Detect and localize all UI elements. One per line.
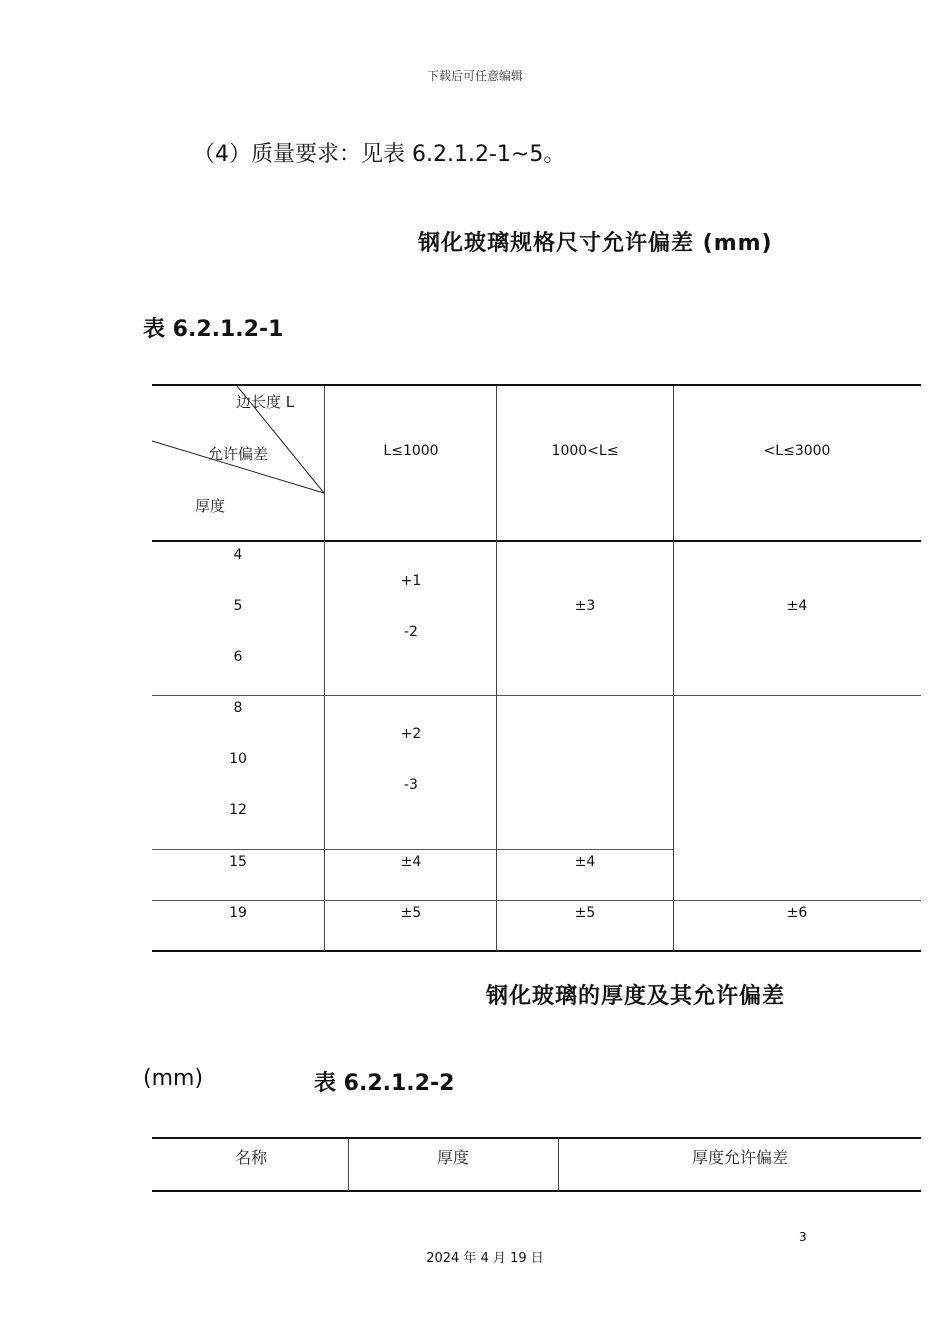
table1-row-divider xyxy=(152,849,673,850)
table1-row-divider xyxy=(152,695,921,696)
tolerance-value: ±3 xyxy=(574,598,596,614)
table1-label: 表 6.2.1.2-1 xyxy=(143,317,284,342)
tolerance-value: ±6 xyxy=(786,905,808,921)
table-row-thickness xyxy=(234,530,243,683)
tolerance-cell xyxy=(401,556,422,658)
tolerance-value: +2 xyxy=(400,726,422,742)
thickness-value: 12 xyxy=(229,802,247,818)
col-header-1000-lt: 1000<L≤ xyxy=(551,443,619,459)
tolerance-value: ±4 xyxy=(400,854,422,870)
table2-header-border xyxy=(152,1190,921,1192)
thickness-value: 15 xyxy=(229,854,247,870)
table1-col-divider xyxy=(496,386,497,951)
tolerance-value: ±5 xyxy=(574,905,596,921)
table1-bottom-border xyxy=(152,950,921,952)
thickness-value: 10 xyxy=(229,751,247,767)
table2-top-border xyxy=(152,1137,921,1139)
col-header-le-1000: L≤1000 xyxy=(383,443,439,459)
footer-date: 2024 年 4 月 19 日 xyxy=(426,1251,544,1266)
table2-unit: (mm) xyxy=(143,1066,204,1091)
thickness-value: 4 xyxy=(233,547,243,563)
thickness-value: 8 xyxy=(233,700,243,716)
table1-row-divider xyxy=(152,900,921,901)
corner-edge-length-label: 边长度 L xyxy=(236,393,295,411)
table1-col-divider xyxy=(673,386,674,951)
tolerance-value: ±4 xyxy=(574,854,596,870)
col-header-thickness-tolerance: 厚度允许偏差 xyxy=(691,1148,789,1167)
table-row-thickness xyxy=(229,683,247,836)
quality-requirement-paragraph: （4）质量要求：见表 6.2.1.2-1~5。 xyxy=(193,142,566,167)
table2-title: 钢化玻璃的厚度及其允许偏差 xyxy=(486,984,786,1009)
col-header-name: 名称 xyxy=(234,1148,268,1167)
thickness-value: 19 xyxy=(229,905,247,921)
page-header: 下载后可任意编辑 xyxy=(426,69,523,83)
thickness-value: 6 xyxy=(233,649,243,665)
col-header-thickness: 厚度 xyxy=(436,1148,470,1167)
tolerance-value: +1 xyxy=(400,573,422,589)
tolerance-cell xyxy=(401,709,422,811)
corner-tolerance-label: 允许偏差 xyxy=(208,445,269,463)
tolerance-value: -2 xyxy=(404,624,418,640)
corner-thickness-label: 厚度 xyxy=(195,497,226,515)
tolerance-value: -3 xyxy=(404,777,418,793)
table2-label: 表 6.2.1.2-2 xyxy=(314,1071,455,1096)
page-number: 3 xyxy=(799,1230,807,1244)
table2-col-divider xyxy=(348,1139,349,1191)
thickness-value: 5 xyxy=(233,598,243,614)
table1-title: 钢化玻璃规格尺寸允许偏差 (mm) xyxy=(418,231,773,256)
table2-col-divider xyxy=(558,1139,559,1191)
tolerance-value: ±4 xyxy=(786,598,808,614)
col-header-le-3000: <L≤3000 xyxy=(763,443,831,459)
tolerance-value: ±5 xyxy=(400,905,422,921)
